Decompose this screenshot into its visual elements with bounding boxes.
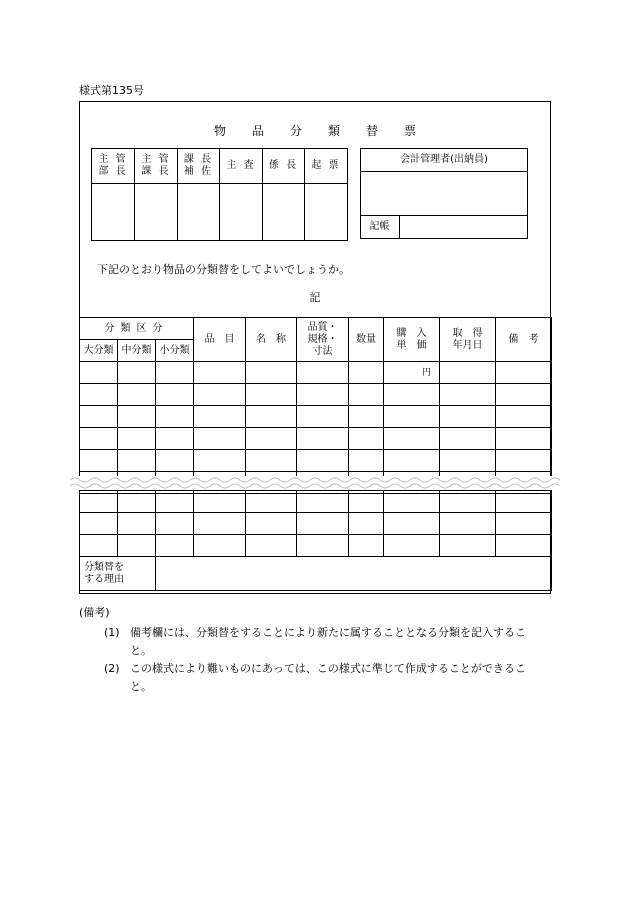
table-cell[interactable] [156, 384, 194, 406]
items-table-continued [79, 490, 552, 591]
accounting-manager-header: 会計管理者(出納員) [360, 148, 528, 172]
sho-bunrui-header: 小分類 [156, 340, 194, 362]
table-cell[interactable] [118, 406, 156, 428]
table-cell[interactable] [440, 362, 496, 384]
table-cell[interactable] [118, 535, 156, 557]
note-number-2: (2) [104, 662, 120, 675]
table-cell[interactable] [349, 450, 384, 472]
table-cell[interactable] [194, 491, 246, 513]
table-cell[interactable] [384, 513, 440, 535]
table-cell[interactable] [194, 535, 246, 557]
table-cell[interactable] [496, 513, 552, 535]
bunrui-kubun-header: 分類区分 [80, 318, 194, 340]
table-cell[interactable] [349, 491, 384, 513]
request-text: 下記のとおり物品の分類替をしてよいでしょうか。 [97, 263, 350, 276]
table-cell[interactable] [80, 362, 118, 384]
table-cell[interactable] [384, 450, 440, 472]
table-cell[interactable] [194, 428, 246, 450]
table-cell[interactable] [80, 406, 118, 428]
table-cell[interactable] [80, 450, 118, 472]
hinshitsu-header: 品質・ 規格・ 寸法 [297, 318, 349, 362]
table-cell[interactable] [384, 535, 440, 557]
kicho-label: 記帳 [360, 215, 400, 239]
chu-bunrui-header: 中分類 [118, 340, 156, 362]
note-number-1: (1) [104, 626, 120, 639]
table-row [80, 513, 552, 535]
table-cell[interactable] [349, 535, 384, 557]
table-cell[interactable] [496, 450, 552, 472]
table-row [80, 384, 552, 406]
table-cell[interactable] [349, 362, 384, 384]
table-row [80, 491, 552, 513]
table-cell[interactable] [496, 362, 552, 384]
table-cell[interactable] [440, 491, 496, 513]
suryo-header: 数量 [349, 318, 384, 362]
remarks-heading: (備考) [79, 606, 110, 619]
table-cell[interactable] [246, 384, 297, 406]
table-cell[interactable] [156, 362, 194, 384]
biko-header: 備 考 [496, 318, 552, 362]
table-cell[interactable] [246, 362, 297, 384]
table-cell[interactable] [80, 491, 118, 513]
table-cell[interactable] [80, 513, 118, 535]
table-cell[interactable] [297, 406, 349, 428]
table-cell[interactable] [440, 450, 496, 472]
stamp-box[interactable] [220, 184, 263, 241]
table-cell[interactable] [118, 384, 156, 406]
table-cell[interactable] [80, 428, 118, 450]
table-row [80, 428, 552, 450]
table-cell[interactable] [194, 450, 246, 472]
approval-header-kihyo: 起 票 [305, 149, 348, 184]
table-cell[interactable] [194, 362, 246, 384]
table-cell[interactable] [384, 406, 440, 428]
table-cell[interactable] [246, 513, 297, 535]
accounting-manager-stamp-box[interactable] [360, 171, 528, 216]
table-cell[interactable] [80, 384, 118, 406]
table-cell[interactable] [80, 535, 118, 557]
table-cell[interactable] [297, 513, 349, 535]
approval-header-shusa: 主 査 [220, 149, 263, 184]
table-row [80, 535, 552, 557]
note-text-2: この様式により難いものにあっては、この様式に準じて作成することができるこ と。 [130, 662, 526, 693]
table-cell[interactable] [384, 491, 440, 513]
ki-label: 記 [309, 291, 321, 304]
table-cell[interactable] [384, 428, 440, 450]
table-cell[interactable] [118, 450, 156, 472]
table-cell[interactable] [246, 535, 297, 557]
stamp-box[interactable] [92, 184, 135, 241]
table-cell[interactable] [156, 428, 194, 450]
shutoku-date-header: 取 得 年月日 [440, 318, 496, 362]
reason-field[interactable] [156, 557, 552, 591]
table-cell[interactable] [246, 406, 297, 428]
table-cell[interactable] [440, 406, 496, 428]
omission-tear-mark [70, 476, 560, 490]
table-cell[interactable] [496, 384, 552, 406]
table-cell[interactable] [384, 384, 440, 406]
table-cell[interactable] [194, 513, 246, 535]
approval-header-kakaricho: 係 長 [263, 149, 305, 184]
stamp-box[interactable] [305, 184, 348, 241]
table-cell[interactable] [118, 428, 156, 450]
table-row [80, 362, 552, 384]
hinmoku-header: 品 目 [194, 318, 246, 362]
stamp-box[interactable] [263, 184, 305, 241]
table-cell[interactable] [297, 535, 349, 557]
konyu-tanka-header: 購 入 単 価 [384, 318, 440, 362]
table-cell[interactable] [156, 513, 194, 535]
table-cell[interactable] [496, 406, 552, 428]
form-number: 様式第135号 [79, 84, 144, 97]
dai-bunrui-header: 大分類 [80, 340, 118, 362]
note-text-1: 備考欄には、分類替をすることにより新たに属することとなる分類を記入するこ と。 [130, 626, 526, 657]
table-cell[interactable] [496, 491, 552, 513]
table-cell[interactable] [118, 491, 156, 513]
table-cell[interactable] [118, 513, 156, 535]
reason-label: 分類替を する理由 [80, 557, 156, 591]
table-cell[interactable] [297, 491, 349, 513]
table-cell[interactable] [156, 491, 194, 513]
approval-stamp-table [91, 148, 348, 241]
table-cell[interactable] [194, 406, 246, 428]
approval-header-kacho: 主 管 課 長 [135, 149, 178, 184]
table-cell[interactable] [246, 428, 297, 450]
table-cell[interactable] [297, 450, 349, 472]
table-row [80, 406, 552, 428]
table-cell[interactable] [118, 362, 156, 384]
table-cell[interactable] [349, 384, 384, 406]
table-cell[interactable] [194, 384, 246, 406]
table-cell[interactable] [297, 384, 349, 406]
table-cell[interactable] [349, 406, 384, 428]
table-cell[interactable] [440, 535, 496, 557]
table-cell[interactable] [246, 491, 297, 513]
approval-header-kacho-hosa: 課 長 補 佐 [178, 149, 220, 184]
table-cell[interactable] [297, 428, 349, 450]
table-cell[interactable] [156, 406, 194, 428]
items-table [79, 317, 552, 494]
table-cell[interactable] [496, 535, 552, 557]
approval-header-bucho: 主 管 部 長 [92, 149, 135, 184]
table-cell[interactable] [156, 535, 194, 557]
yen-unit: 円 [384, 362, 440, 384]
table-cell[interactable] [440, 513, 496, 535]
table-cell[interactable] [297, 362, 349, 384]
table-cell[interactable] [496, 428, 552, 450]
table-cell[interactable] [246, 450, 297, 472]
table-row [80, 450, 552, 472]
table-cell[interactable] [440, 384, 496, 406]
table-cell[interactable] [440, 428, 496, 450]
stamp-box[interactable] [178, 184, 220, 241]
meisho-header: 名 称 [246, 318, 297, 362]
stamp-box[interactable] [135, 184, 178, 241]
table-cell[interactable] [349, 428, 384, 450]
table-cell[interactable] [156, 450, 194, 472]
form-title: 物品分類替票 [213, 124, 442, 138]
table-cell[interactable] [349, 513, 384, 535]
